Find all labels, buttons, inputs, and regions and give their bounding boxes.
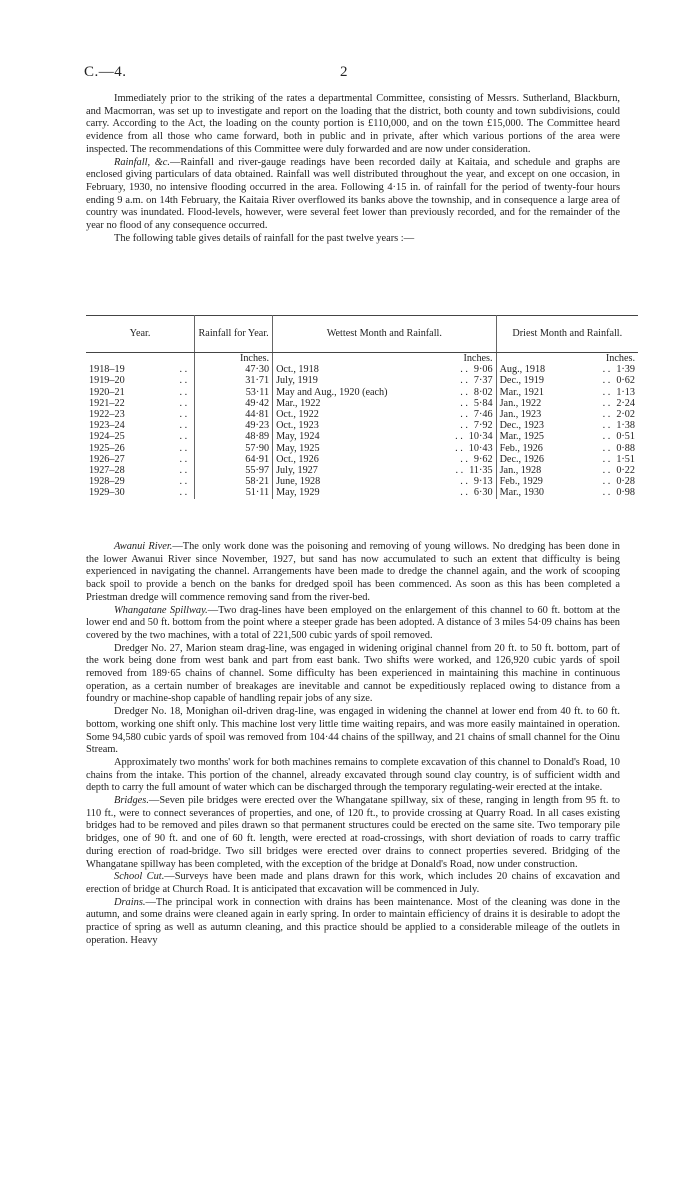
wettest-value: 7·37 <box>473 375 493 387</box>
rainfall-value: 57·90 <box>195 443 273 454</box>
col-header-driest: Driest Month and Rainfall. <box>496 316 638 353</box>
driest-value: 0·22 <box>616 465 635 477</box>
paragraph <box>86 643 620 707</box>
wettest-value: 8·02 <box>473 386 493 398</box>
wettest-month: May, 1925 <box>276 442 320 454</box>
wettest-value: 7·46 <box>473 409 493 421</box>
wettest-cell <box>273 476 497 487</box>
wettest-cell <box>273 387 497 398</box>
driest-month: Feb., 1926 <box>499 442 543 454</box>
table-row <box>86 375 638 386</box>
rainfall-value: 48·89 <box>195 431 273 442</box>
paragraph-heading: Bridges. <box>114 795 149 807</box>
year-cell <box>86 387 195 398</box>
wettest-value: 9·62 <box>473 453 493 465</box>
paragraph <box>86 93 620 157</box>
leader-dots: . . <box>602 364 611 376</box>
year-value: 1925–26 <box>89 442 125 454</box>
driest-value: 1·51 <box>616 453 635 465</box>
leader-dots: . . <box>460 386 468 398</box>
leader-dots: . . <box>602 465 611 477</box>
leader-dots: . . <box>460 487 468 499</box>
paragraph-heading: Awanui River. <box>114 541 173 552</box>
wettest-month: June, 1928 <box>276 476 321 488</box>
table-row <box>86 465 638 476</box>
driest-value: 2·02 <box>616 409 635 421</box>
driest-value: 1·13 <box>616 386 635 398</box>
wettest-month: Oct., 1922 <box>276 409 319 421</box>
wettest-cell <box>273 420 497 431</box>
leader-dots: . . <box>179 375 188 387</box>
wettest-value: 5·84 <box>473 397 493 409</box>
year-value: 1919–20 <box>89 375 125 387</box>
year-value: 1928–29 <box>89 476 125 488</box>
driest-month: Jan., 1923 <box>499 409 542 421</box>
year-cell <box>86 431 195 442</box>
leader-dots: . . <box>460 453 468 465</box>
leader-dots: . . <box>602 409 611 421</box>
paragraph-heading: Whangatane Spillway. <box>114 604 208 616</box>
year-cell <box>86 398 195 409</box>
driest-month: Aug., 1918 <box>499 364 546 376</box>
wettest-month: July, 1927 <box>276 465 318 477</box>
driest-cell <box>496 420 638 431</box>
page-number: 2 <box>340 64 348 80</box>
leader-dots: . . <box>602 420 611 432</box>
driest-value: 0·28 <box>616 476 635 488</box>
paragraph <box>86 897 620 948</box>
leader-dots: . . <box>602 397 611 409</box>
driest-cell <box>496 443 638 454</box>
leader-dots: . . <box>460 420 468 432</box>
leader-dots: . . <box>179 397 188 409</box>
paragraph-text: —Seven pile bridges were erected over the Whangatane spillway, six of these, ranging in length from 95 ft. to 110 ft., were to connect severances of properties, and one, of 120 ft., to provide crossing at Quarry Road. In all cases existing bridges had to be removed and piles drawn so that permanent structures could be erected on the same site. Two temporary pile bridges, one of 90 ft. and one of 60 ft. length, were erected at road-crossings, with short deviation of roads to carry traffic during erection of road-bridge. Two sill bridges were erected over drains to connect properties severed. Bridging of the Whangatane spillway has been completed, with the exception of the bridge at Donald's Road, now under construction. <box>86 795 620 870</box>
rainfall-value: 51·11 <box>195 487 273 498</box>
driest-month: Feb., 1929 <box>499 476 543 488</box>
driest-value: 2·24 <box>616 397 635 409</box>
col-header-wettest: Wettest Month and Rainfall. <box>273 316 497 353</box>
year-cell <box>86 420 195 431</box>
table-row <box>86 387 638 398</box>
wettest-cell <box>273 375 497 386</box>
driest-cell <box>496 387 638 398</box>
driest-cell <box>496 398 638 409</box>
unit-label: Inches. <box>605 353 635 364</box>
wettest-value: 10·43 <box>468 442 493 454</box>
paragraph <box>86 541 620 605</box>
col-header-rainfall: Rainfall for Year. <box>195 316 273 353</box>
rainfall-value: 44·81 <box>195 409 273 420</box>
intro-text <box>86 93 620 245</box>
year-value: 1918–19 <box>89 364 125 376</box>
year-value: 1921–22 <box>89 397 125 409</box>
wettest-value: 11·35 <box>469 465 493 477</box>
unit-label: Inches. <box>195 353 273 365</box>
leader-dots: . . <box>602 453 611 465</box>
driest-month: Dec., 1923 <box>499 420 544 432</box>
driest-cell <box>496 476 638 487</box>
driest-month: Jan., 1928 <box>499 465 542 477</box>
driest-value: 0·62 <box>616 375 635 387</box>
leader-dots: . . <box>179 431 188 443</box>
table-row <box>86 398 638 409</box>
table-row <box>86 364 638 375</box>
leader-dots: . . <box>455 465 464 477</box>
paragraph-heading: Drains. <box>114 896 146 908</box>
wettest-month: May, 1929 <box>276 487 320 499</box>
leader-dots: . . <box>179 409 188 421</box>
wettest-month: May and Aug., 1920 (each) <box>276 386 388 398</box>
driest-value: 1·39 <box>616 364 635 376</box>
wettest-month: Oct., 1926 <box>276 453 319 465</box>
wettest-cell <box>273 364 497 375</box>
paragraph-text: —The principal work in connection with drains has been maintenance. Most of the cleaning was done in the autumn, and some drains were cleaned again in early spring. In order to maintain efficiency of drains it is desirable to adopt the practice of spring as well as autumn cleaning, and this practice should be applied to a considerable mileage of the outlets in operation. Heavy <box>86 896 620 946</box>
driest-value: 1·38 <box>616 420 635 432</box>
paragraph-text: The following table gives details of rainfall for the past twelve years :— <box>114 232 415 244</box>
driest-value: 0·88 <box>616 442 635 454</box>
driest-month: Mar., 1921 <box>499 386 545 398</box>
wettest-cell <box>273 431 497 442</box>
leader-dots: . . <box>179 364 188 376</box>
rainfall-value: 31·71 <box>195 375 273 386</box>
leader-dots: . . <box>455 431 463 443</box>
paragraph-text: Approximately two months' work for both machines remains to complete excavation of this channel to Donald's Road, 10 chains from the intake. This portion of the channel, already excavated through sound clay country, is of sufficient width and depth to carry the full amount of water which can be discharged through the temporary regulating-weir erected at the intake. <box>86 756 620 794</box>
rainfall-value: 49·42 <box>195 398 273 409</box>
leader-dots: . . <box>179 476 188 488</box>
paragraph <box>86 757 620 795</box>
leader-dots: . . <box>602 442 611 454</box>
leader-dots: . . <box>460 476 468 488</box>
driest-value: 0·51 <box>616 431 635 443</box>
wettest-value: 10·34 <box>468 431 493 443</box>
leader-dots: . . <box>179 465 188 477</box>
driest-cell <box>496 364 638 375</box>
paragraph <box>86 157 620 233</box>
rainfall-value: 64·91 <box>195 454 273 465</box>
wettest-cell <box>273 465 497 476</box>
year-cell <box>86 409 195 420</box>
year-value: 1929–30 <box>89 487 125 499</box>
table-row <box>86 487 638 498</box>
leader-dots: . . <box>602 375 611 387</box>
wettest-cell <box>273 487 497 498</box>
driest-month: Mar., 1925 <box>499 431 545 443</box>
year-cell <box>86 375 195 386</box>
wettest-cell <box>273 443 497 454</box>
leader-dots: . . <box>460 409 468 421</box>
rainfall-value: 53·11 <box>195 387 273 398</box>
wettest-value: 6·30 <box>473 487 493 499</box>
wettest-cell <box>273 398 497 409</box>
paragraph <box>86 233 620 246</box>
year-value: 1922–23 <box>89 409 125 421</box>
wettest-month: Oct., 1923 <box>276 420 319 432</box>
leader-dots: . . <box>179 453 188 465</box>
year-cell <box>86 476 195 487</box>
year-cell <box>86 454 195 465</box>
year-cell <box>86 443 195 454</box>
wettest-value: 7·92 <box>473 420 493 432</box>
paragraph-text: —Two drag-lines have been employed on the enlargement of this channel to 60 ft. bottom at the lower end and 50 ft. bottom from the point where a steeper grade has been adopted. A distance of 3 miles 54·09 chains has been covered by the two machines, with a total of 221,500 cubic yards of spoil removed. <box>86 604 620 641</box>
wettest-value: 9·13 <box>473 476 493 488</box>
paragraph-heading: School Cut. <box>114 871 165 883</box>
year-value: 1920–21 <box>89 386 125 398</box>
year-cell <box>86 364 195 375</box>
table-row <box>86 443 638 454</box>
wettest-value: 9·06 <box>473 364 493 376</box>
table-row <box>86 420 638 431</box>
col-header-year: Year. <box>86 316 195 353</box>
unit-row <box>86 353 638 365</box>
paragraph <box>86 871 620 896</box>
paragraph-heading: Rainfall, &c. <box>114 156 171 168</box>
paragraph <box>86 706 620 757</box>
leader-dots: . . <box>179 420 188 432</box>
paragraph-text: Immediately prior to the striking of the rates a departmental Committee, consisting of Messrs. Sutherland, Blackburn, and Macmorran, was set up to investigate and report on the loading that the district, both county and town subdivisions, could carry. According to the Act, the loading on the county portion is £110,000, and on the town £15,000. The Committee heard evidence from all those who came forward, both in public and in private, after which various portions of the area were inspected. The recommendations of this Committee were duly forwarded and are now under consideration. <box>86 93 620 155</box>
wettest-month: Mar., 1922 <box>276 397 321 409</box>
rainfall-table-body <box>86 353 638 499</box>
leader-dots: . . <box>455 442 463 454</box>
driest-cell <box>496 487 638 498</box>
paragraph-text: —Rainfall and river-gauge readings have been recorded daily at Kaitaia, and schedule and graphs are enclosed giving particulars of data obtained. Rainfall was well distributed throughout the year, and except on one occasion, in February, 1930, no intensive flooding occurred in the area. Following 4·15 in. of rainfall for the period of twenty-four hours ending 9 a.m. on 14th February, the Kaitaia River overflowed its banks above the township, and in consequence a large area of country was inundated. Flood-levels, however, were several feet lower than previously recorded, and for the remainder of the year no flood of any consequence occurred. <box>86 156 621 232</box>
driest-value: 0·98 <box>616 487 635 499</box>
paragraph <box>86 795 620 871</box>
rainfall-value: 55·97 <box>195 465 273 476</box>
leader-dots: . . <box>602 431 611 443</box>
driest-month: Jan., 1922 <box>499 397 542 409</box>
paragraph-text: Dredger No. 27, Marion steam drag-line, was engaged in widening original channel from 20 ft. to 50 ft. bottom, part of the work being done from west bank and part from east bank. Two shifts were worked, and 126,920 cubic yards of spoil removed from 189·65 chains of channel. Some difficulty has been experienced in maintaining this machine in continuous operation, as a certain number of breakages are inevitable and cannot be expeditiously replaced owing to distance from a foundry or machine-shop capable of handling repair jobs of any size. <box>86 642 620 705</box>
year-cell <box>86 487 195 498</box>
driest-month: Dec., 1919 <box>499 375 544 387</box>
document-reference: C.—4. <box>84 64 127 80</box>
leader-dots: . . <box>460 397 468 409</box>
leader-dots: . . <box>602 476 611 488</box>
rainfall-value: 58·21 <box>195 476 273 487</box>
rainfall-value: 47·30 <box>195 364 273 375</box>
year-value: 1923–24 <box>89 420 125 432</box>
driest-cell <box>496 409 638 420</box>
unit-label: Inches. <box>273 353 497 365</box>
year-value: 1924–25 <box>89 431 125 443</box>
driest-cell <box>496 431 638 442</box>
table-row <box>86 409 638 420</box>
rainfall-value: 49·23 <box>195 420 273 431</box>
table-row <box>86 454 638 465</box>
driest-month: Dec., 1926 <box>499 453 544 465</box>
paragraph-text: —The only work done was the poisoning and removing of young willows. No dredging has been done in the lower Awanui River since November, 1927, but sand has now accumulated to such an extent that difficulty is being experienced in navigating the channel. Arrangements have been made to dredge the channel again, and the work of scooping back spoil to provide a bench on the banks for dredged spoil has been commenced. As soon as this has been completed a Priestman dredge will commence removing sand from the river-bed. <box>86 541 620 603</box>
report-text <box>86 541 620 948</box>
leader-dots: . . <box>602 487 611 499</box>
leader-dots: . . <box>602 386 611 398</box>
driest-month: Mar., 1930 <box>499 487 545 499</box>
paragraph <box>86 605 620 643</box>
table-row <box>86 476 638 487</box>
rainfall-table <box>86 315 638 499</box>
leader-dots: . . <box>460 375 468 387</box>
driest-cell <box>496 465 638 476</box>
year-value: 1927–28 <box>89 465 125 477</box>
table-row <box>86 431 638 442</box>
year-cell <box>86 465 195 476</box>
wettest-month: May, 1924 <box>276 431 320 443</box>
wettest-month: Oct., 1918 <box>276 364 319 376</box>
leader-dots: . . <box>179 386 188 398</box>
wettest-cell <box>273 409 497 420</box>
leader-dots: . . <box>460 364 468 376</box>
leader-dots: . . <box>179 487 188 499</box>
year-value: 1926–27 <box>89 453 125 465</box>
paragraph-text: Dredger No. 18, Monighan oil-driven drag-line, was engaged in widening the channel at lower end from 40 ft. to 60 ft. bottom, working one shift only. This machine lost very little time waiting repairs, and was more easily maintained in operation. Some 94,580 cubic yards of spoil was removed from 104·44 chains of the spillway, and 21 chains of small channel for the Oinu Stream. <box>86 706 620 756</box>
driest-cell <box>496 375 638 386</box>
wettest-month: July, 1919 <box>276 375 318 387</box>
leader-dots: . . <box>179 442 188 454</box>
wettest-cell <box>273 454 497 465</box>
paragraph-text: —Surveys have been made and plans drawn for this work, which includes 20 chains of excavation and erection of bridge at Church Road. It is anticipated that excavation will be commenced in July. <box>86 871 620 895</box>
driest-cell <box>496 454 638 465</box>
